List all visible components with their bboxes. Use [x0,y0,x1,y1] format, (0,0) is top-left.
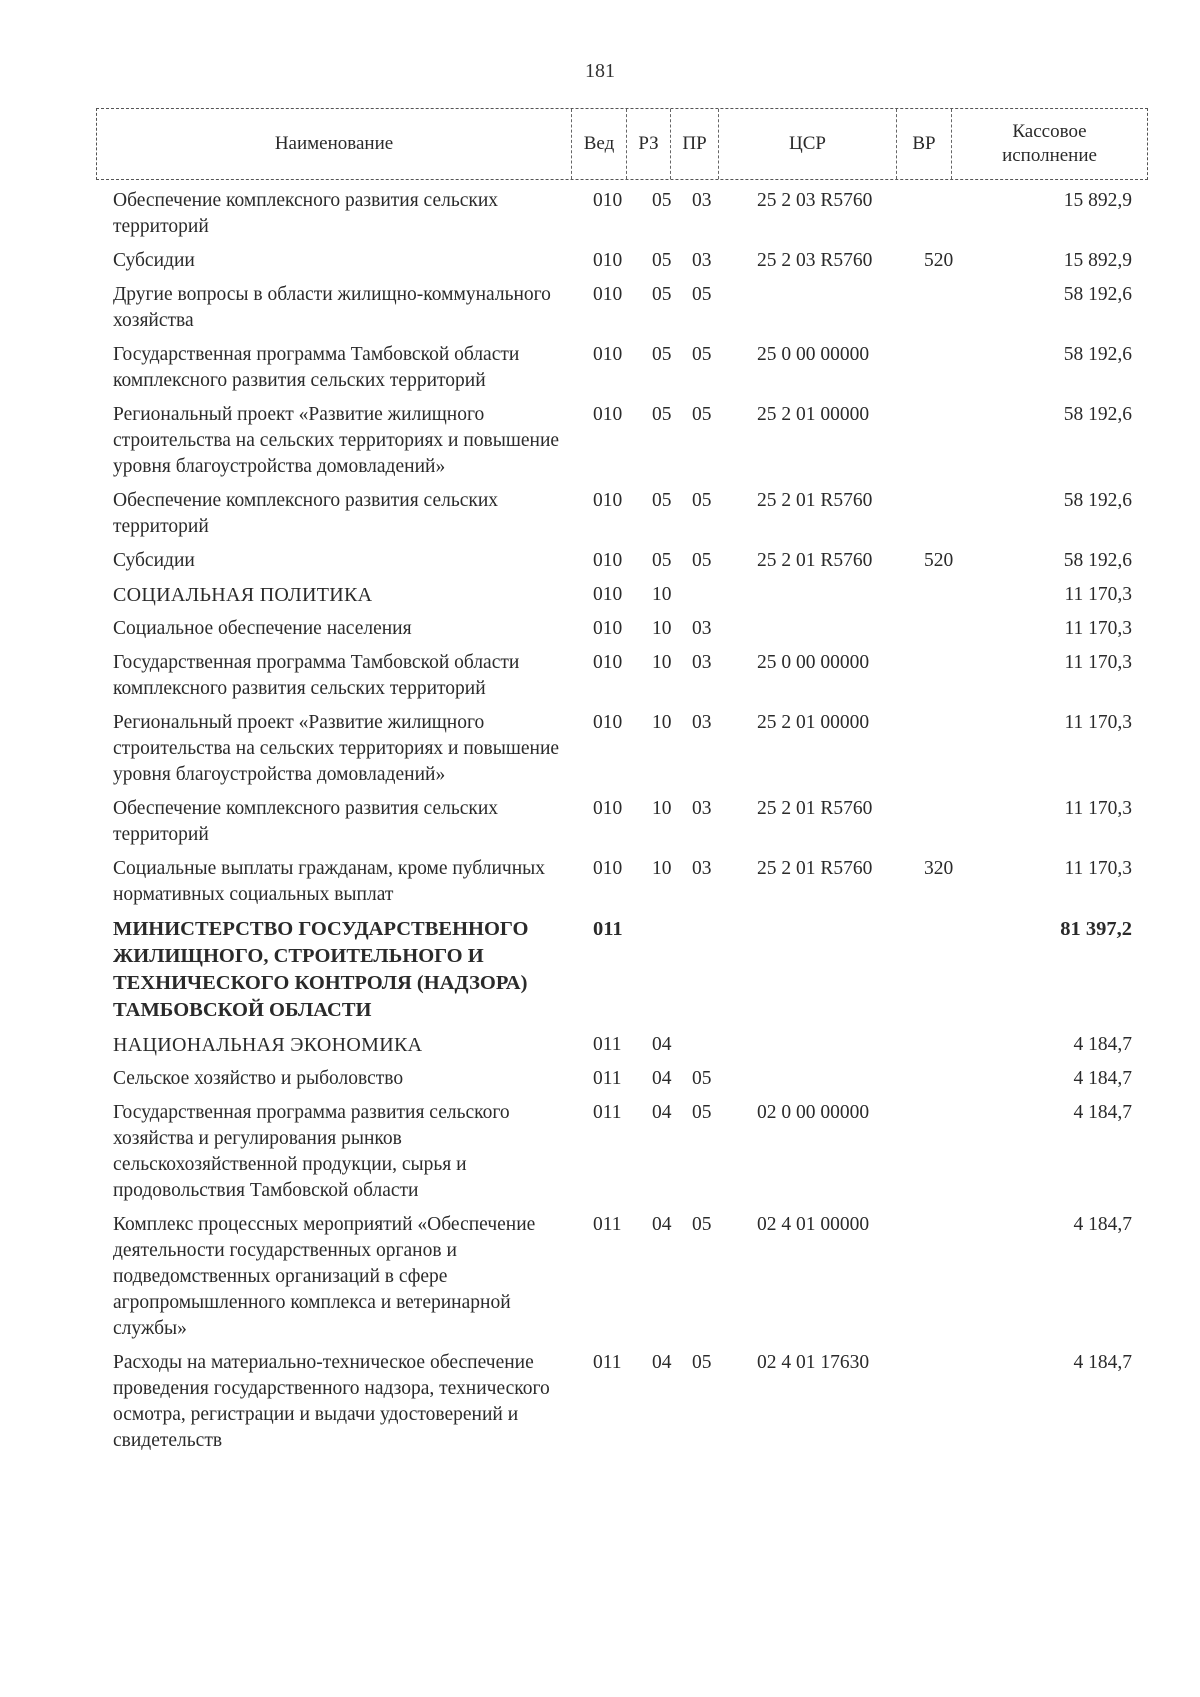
row-pr: 03 [692,618,712,639]
table-row [0,616,1200,650]
row-ved: 010 [593,618,623,639]
row-pr: 03 [692,652,712,673]
row-ved: 010 [593,584,623,605]
table-row [0,582,1200,616]
row-csr: 02 4 01 17630 [757,1352,870,1373]
row-rz: 04 [652,1102,672,1123]
row-pr: 05 [692,1352,712,1373]
row-rz: 05 [652,250,672,271]
row-name: Обеспечение комплексного развития сельских территорий [113,490,499,537]
header-ved: Вед [572,109,627,179]
row-rz: 05 [652,404,672,425]
row-csr: 25 2 03 R5760 [757,190,873,211]
row-ved: 011 [593,1352,622,1373]
row-sum: 4 184,7 [1073,1068,1132,1089]
row-name: Расходы на материально-техническое обеспечение проведения государственного надзора, технического осмотра, регистрации и выдачи удостоверений и свидетельств [113,1352,550,1451]
header-pr: ПР [671,109,719,179]
row-name: Другие вопросы в области жилищно-коммунального хозяйства [113,284,551,331]
row-name: НАЦИОНАЛЬНАЯ ЭКОНОМИКА [113,1034,423,1056]
row-pr: 05 [692,1102,712,1123]
row-pr: 05 [692,404,712,425]
row-ved: 010 [593,250,623,271]
table-row [0,1032,1200,1066]
table-row [0,548,1200,582]
row-csr: 25 2 01 R5760 [757,858,873,879]
table-row [0,796,1200,856]
row-name: Социальные выплаты гражданам, кроме публичных нормативных социальных выплат [113,858,545,905]
row-pr: 05 [692,284,712,305]
table-row [0,856,1200,916]
row-pr: 03 [692,190,712,211]
row-pr: 05 [692,1068,712,1089]
row-sum: 4 184,7 [1073,1102,1132,1123]
row-ved: 010 [593,344,623,365]
row-ved: 010 [593,858,623,879]
row-rz: 04 [652,1214,672,1235]
table-row [0,342,1200,402]
row-name: Сельское хозяйство и рыболовство [113,1068,404,1089]
row-sum: 4 184,7 [1073,1352,1132,1373]
row-sum: 58 192,6 [1063,404,1132,425]
row-sum: 58 192,6 [1063,344,1132,365]
table-row [0,1212,1200,1350]
row-ved: 010 [593,798,623,819]
row-pr: 03 [692,798,712,819]
row-ved: 011 [593,1214,622,1235]
row-name: Государственная программа Тамбовской области комплексного развития сельских территорий [113,344,520,391]
row-name: Региональный проект «Развитие жилищного строительства на сельских территориях и повышение уровня благоустройства домовладений» [113,404,560,477]
row-ved: 011 [593,1102,622,1123]
row-rz: 10 [652,712,672,733]
row-sum: 11 170,3 [1064,652,1132,673]
table-row [0,650,1200,710]
row-ved: 010 [593,550,623,571]
row-pr: 05 [692,1214,712,1235]
row-name: Комплекс процессных мероприятий «Обеспечение деятельности государственных органов и подведомственных организаций в сфере агропромышленного комплекса и ветеринарной службы» [113,1214,536,1339]
table-row [0,488,1200,548]
row-rz: 04 [652,1352,672,1373]
row-ved: 010 [593,284,623,305]
row-rz: 04 [652,1034,672,1055]
row-sum: 15 892,9 [1063,190,1132,211]
row-vr: 520 [924,550,954,571]
header-name: Наименование [97,109,572,179]
row-csr: 25 2 03 R5760 [757,250,873,271]
row-ved: 011 [593,1068,622,1089]
row-csr: 25 2 01 R5760 [757,550,873,571]
row-sum: 58 192,6 [1063,284,1132,305]
row-ved: 010 [593,190,623,211]
row-pr: 05 [692,490,712,511]
row-name: МИНИСТЕРСТВО ГОСУДАРСТВЕННОГО ЖИЛИЩНОГО, СТРОИТЕЛЬНОГО И ТЕХНИЧЕСКОГО КОНТРОЛЯ (НАДЗОРА) ТАМБОВСКОЙ ОБЛАСТИ [113,918,529,1021]
row-rz: 10 [652,618,672,639]
row-csr: 25 0 00 00000 [757,344,870,365]
table-row [0,1350,1200,1462]
row-ved: 010 [593,712,623,733]
row-rz: 05 [652,490,672,511]
row-pr: 05 [692,344,712,365]
row-csr: 25 2 01 00000 [757,404,870,425]
row-csr: 25 2 01 R5760 [757,798,873,819]
row-vr: 320 [924,858,954,879]
row-csr: 02 0 00 00000 [757,1102,870,1123]
header-sum: Кассовое исполнение [1002,121,1097,166]
row-sum: 58 192,6 [1063,550,1132,571]
row-name: Субсидии [113,550,195,571]
table-row [0,188,1200,248]
row-pr: 03 [692,250,712,271]
table-row [0,402,1200,488]
row-pr: 03 [692,712,712,733]
header-rz: РЗ [627,109,671,179]
header-vr: ВР [897,109,952,179]
row-ved: 010 [593,652,623,673]
table-row [0,916,1200,1032]
table-row [0,282,1200,342]
row-sum: 11 170,3 [1064,798,1132,819]
row-ved: 011 [593,918,623,940]
row-pr: 03 [692,858,712,879]
header-csr: ЦСР [719,109,897,179]
row-rz: 05 [652,550,672,571]
table-row [0,248,1200,282]
row-name: СОЦИАЛЬНАЯ ПОЛИТИКА [113,584,373,606]
row-sum: 11 170,3 [1064,858,1132,879]
row-rz: 10 [652,584,672,605]
row-name: Государственная программа развития сельского хозяйства и регулирования рынков сельскохозяйственной продукции, сырья и продовольствия Тамбовской области [113,1102,510,1201]
row-rz: 05 [652,190,672,211]
row-csr: 25 0 00 00000 [757,652,870,673]
row-name: Субсидии [113,250,195,271]
table-body [0,188,1200,1462]
row-ved: 010 [593,404,623,425]
row-sum: 4 184,7 [1073,1214,1132,1235]
row-sum: 11 170,3 [1064,712,1132,733]
row-vr: 520 [924,250,954,271]
row-rz: 10 [652,858,672,879]
table-row [0,710,1200,796]
row-rz: 10 [652,798,672,819]
row-ved: 010 [593,490,623,511]
row-name: Обеспечение комплексного развития сельских территорий [113,190,499,237]
table-row [0,1100,1200,1212]
row-sum: 11 170,3 [1064,584,1132,605]
row-rz: 04 [652,1068,672,1089]
row-pr: 05 [692,550,712,571]
row-name: Государственная программа Тамбовской области комплексного развития сельских территорий [113,652,520,699]
row-sum: 11 170,3 [1064,618,1132,639]
row-rz: 05 [652,284,672,305]
table-row [0,1066,1200,1100]
row-sum: 58 192,6 [1063,490,1132,511]
row-csr: 25 2 01 R5760 [757,490,873,511]
row-name: Социальное обеспечение населения [113,618,412,639]
row-sum: 15 892,9 [1063,250,1132,271]
row-name: Региональный проект «Развитие жилищного строительства на сельских территориях и повышение уровня благоустройства домовладений» [113,712,560,785]
row-name: Обеспечение комплексного развития сельских территорий [113,798,499,845]
page-number: 181 [585,60,615,82]
row-csr: 02 4 01 00000 [757,1214,870,1235]
table-header [96,108,1148,180]
row-rz: 10 [652,652,672,673]
row-ved: 011 [593,1034,622,1055]
row-csr: 25 2 01 00000 [757,712,870,733]
row-rz: 05 [652,344,672,365]
row-sum: 4 184,7 [1073,1034,1132,1055]
row-sum: 81 397,2 [1060,918,1132,940]
